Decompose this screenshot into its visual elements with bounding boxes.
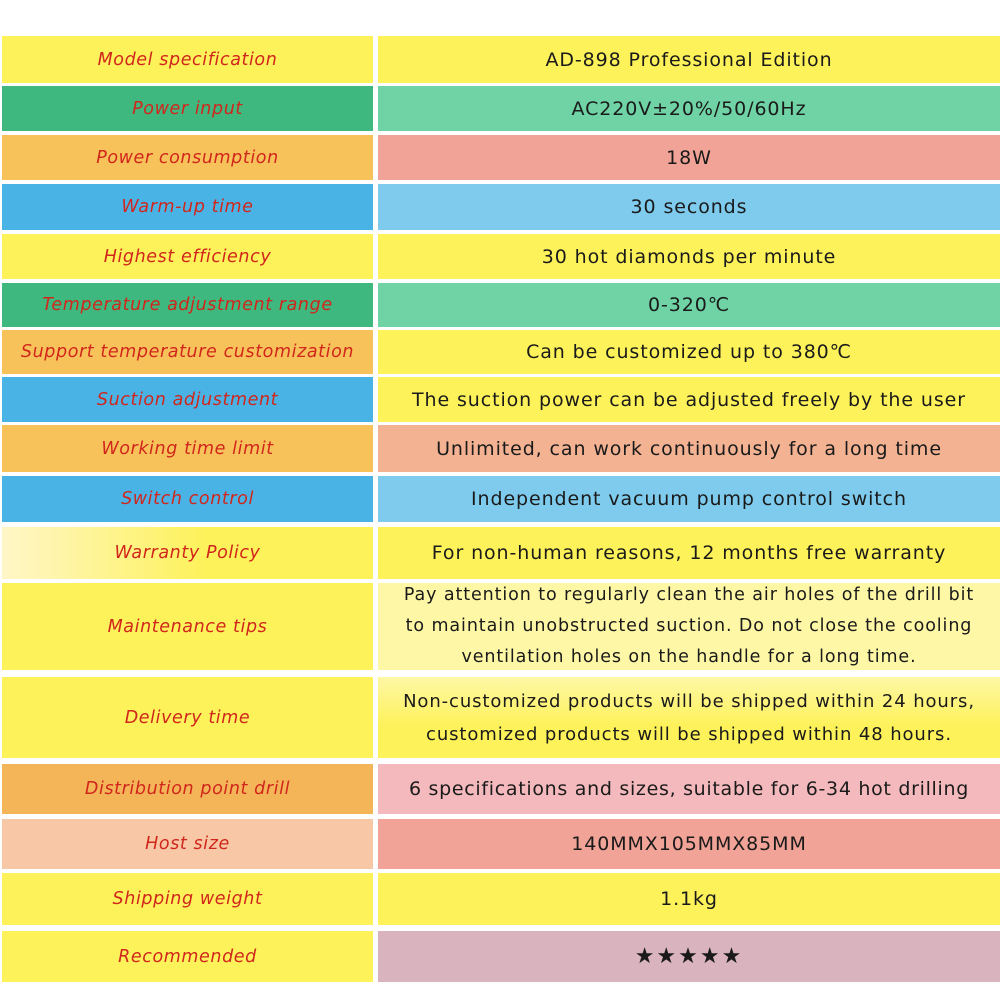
label-delivery-time: Delivery time	[2, 677, 373, 758]
label-warm-up-time: Warm-up time	[2, 184, 373, 230]
label-warranty-policy: Warranty Policy	[2, 527, 373, 579]
label-maintenance-tips: Maintenance tips	[2, 583, 373, 670]
value-power-consumption: 18W	[378, 135, 1000, 180]
value-host-size: 140MMX105MMX85MM	[378, 819, 1000, 869]
value-distribution-point-drill: 6 specifications and sizes, suitable for 6-34 hot drilling	[378, 764, 1000, 814]
table-row-suction-adjustment	[0, 377, 1000, 422]
table-row-recommended	[0, 931, 1000, 982]
label-power-input: Power input	[2, 86, 373, 131]
value-shipping-weight: 1.1kg	[378, 873, 1000, 925]
table-row-model	[0, 36, 1000, 83]
table-row-working-time-limit	[0, 425, 1000, 472]
value-highest-efficiency: 30 hot diamonds per minute	[378, 234, 1000, 279]
value-model-specification: AD-898 Professional Edition	[378, 36, 1000, 83]
table-row-warm-up-time	[0, 184, 1000, 230]
label-temperature-adjustment-range: Temperature adjustment range	[2, 283, 373, 327]
value-temperature-adjustment-range: 0-320℃	[378, 283, 1000, 327]
table-row-host-size	[0, 819, 1000, 869]
table-row-warranty-policy	[0, 527, 1000, 579]
table-row-distribution-point-drill	[0, 764, 1000, 814]
table-row-highest-efficiency	[0, 234, 1000, 279]
table-row-temperature-customization	[0, 330, 1000, 374]
table-row-power-consumption	[0, 135, 1000, 180]
label-highest-efficiency: Highest efficiency	[2, 234, 373, 279]
label-power-consumption: Power consumption	[2, 135, 373, 180]
label-recommended: Recommended	[2, 931, 373, 982]
table-row-switch-control	[0, 476, 1000, 522]
value-support-temperature-customization: Can be customized up to 380℃	[378, 330, 1000, 374]
table-row-delivery-time	[0, 677, 1000, 758]
table-row-maintenance-tips	[0, 583, 1000, 670]
table-row-shipping-weight	[0, 873, 1000, 925]
label-shipping-weight: Shipping weight	[2, 873, 373, 925]
value-warranty-policy: For non-human reasons, 12 months free warranty	[378, 527, 1000, 579]
value-working-time-limit: Unlimited, can work continuously for a long time	[378, 425, 1000, 472]
table-row-temperature-range	[0, 283, 1000, 327]
label-suction-adjustment: Suction adjustment	[2, 377, 373, 422]
value-switch-control: Independent vacuum pump control switch	[378, 476, 1000, 522]
label-working-time-limit: Working time limit	[2, 425, 373, 472]
table-row-power-input	[0, 86, 1000, 131]
value-recommended-stars: ★★★★★	[378, 931, 1000, 982]
value-delivery-time: Non-customized products will be shipped within 24 hours, customized products will be shipped within 48 hours.	[378, 677, 1000, 758]
label-model-specification: Model specification	[2, 36, 373, 83]
label-distribution-point-drill: Distribution point drill	[2, 764, 373, 814]
value-power-input: AC220V±20%/50/60Hz	[378, 86, 1000, 131]
value-warm-up-time: 30 seconds	[378, 184, 1000, 230]
label-switch-control: Switch control	[2, 476, 373, 522]
label-host-size: Host size	[2, 819, 373, 869]
value-suction-adjustment: The suction power can be adjusted freely by the user	[378, 377, 1000, 422]
value-maintenance-tips: Pay attention to regularly clean the air holes of the drill bit to maintain unobstructed suction. Do not close the cooling ventilation holes on the handle for a long time.	[378, 583, 1000, 670]
label-support-temperature-customization: Support temperature customization	[2, 330, 373, 374]
